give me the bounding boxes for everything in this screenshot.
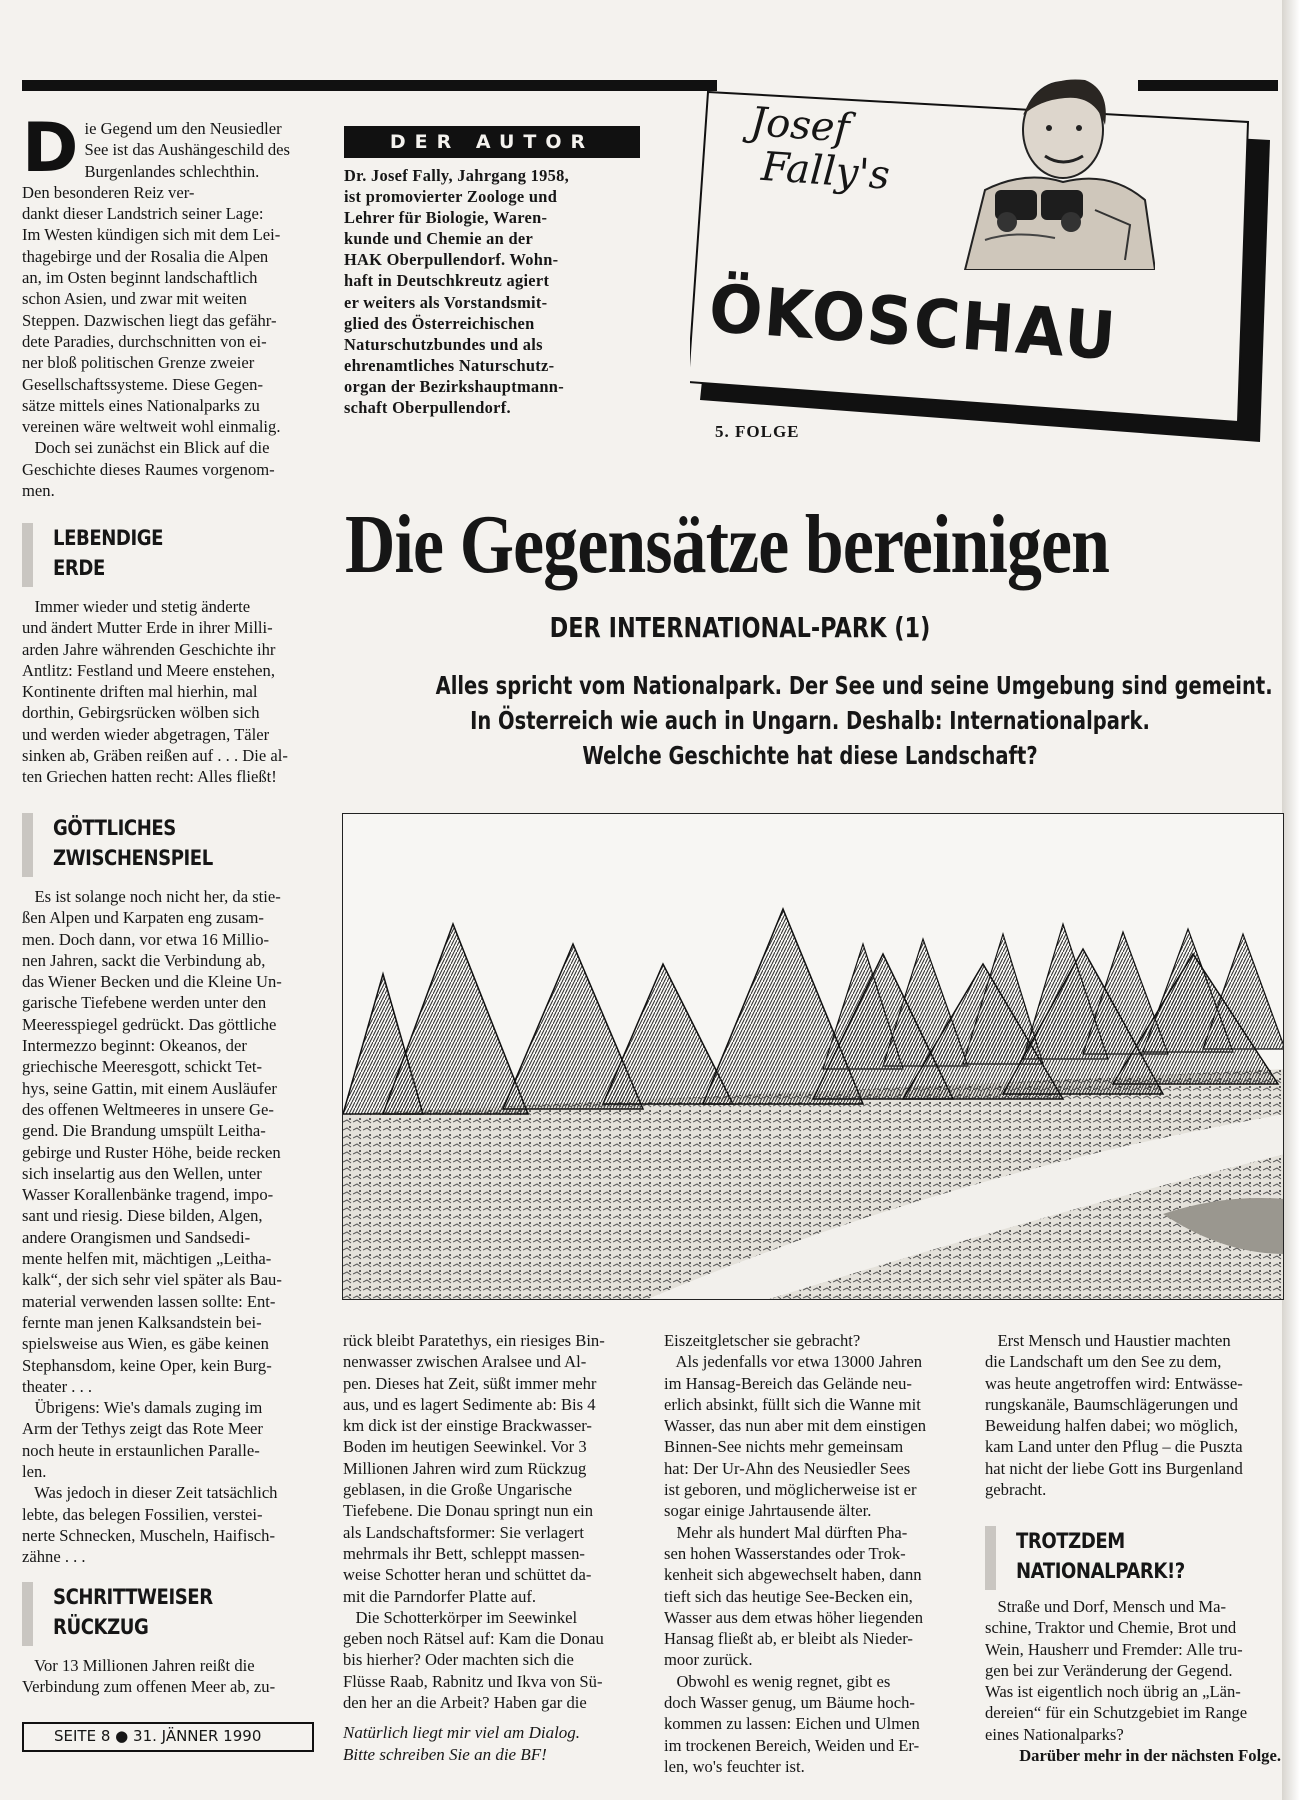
text-line: rungskanäle, Baumschlägerungen und bbox=[985, 1394, 1238, 1414]
text-line: bis hierher? Oder machten sich die bbox=[343, 1650, 574, 1670]
text-line: Antlitz: Festland und Meere enstehen, bbox=[22, 660, 275, 680]
logo-name-line1: Josef bbox=[748, 99, 851, 152]
text-line: km dick ist der einstige Brackwasser- bbox=[343, 1416, 592, 1436]
subhead-goettliches-zwischenspiel bbox=[22, 813, 239, 877]
series-number: 5. FOLGE bbox=[715, 422, 800, 441]
text-line: pen. Dieses hat Zeit, süßt immer mehr bbox=[343, 1373, 597, 1393]
deck-line: Welche Geschichte hat diese Landschaft? bbox=[582, 741, 1038, 770]
text-line: Wasser, das nun aber mit dem einstigen bbox=[664, 1416, 927, 1436]
text-line: doch Wasser genug, um Bäume hoch- bbox=[664, 1693, 915, 1713]
column-4 bbox=[985, 1330, 1281, 1500]
text-line: sinken ab, Gräben reißen auf . . . Die al- bbox=[22, 746, 288, 766]
text-line: mehrmals ihr Bett, schleppt massen- bbox=[343, 1543, 585, 1563]
text-line: ßen Alpen und Karpaten eng zusam- bbox=[22, 908, 264, 928]
text-line: weise Schotter heran und schüttet da- bbox=[343, 1565, 592, 1585]
text-line: Immer wieder und stetig änderte bbox=[22, 597, 251, 616]
text-line: nerte Schnecken, Muscheln, Haifisch- bbox=[22, 1525, 275, 1545]
deck bbox=[330, 668, 1290, 773]
text-line: gend. Die Brandung umspült Leitha- bbox=[22, 1121, 266, 1141]
text-line: hat: Der Ur-Ahn des Neusiedler Sees bbox=[664, 1458, 911, 1478]
text-line: ner bloß politischen Grenze zweier bbox=[22, 353, 255, 373]
logo-name-line2: Fally's bbox=[759, 143, 892, 199]
text-line: kam Land unter den Pflug – die Puszta bbox=[985, 1437, 1243, 1457]
text-line: Millionen Jahren wird zum Rückzug bbox=[343, 1458, 587, 1478]
subhead-line: ERDE bbox=[53, 556, 105, 580]
page-number: SEITE 8 bbox=[54, 1727, 111, 1745]
text-line: an, im Osten beginnt landschaftlich bbox=[22, 268, 258, 288]
column-4-section bbox=[985, 1596, 1281, 1766]
text-line: tieft sich das heutige See-Becken ein, bbox=[664, 1586, 913, 1606]
text-line: Obwohl es wenig regnet, gibt es bbox=[664, 1671, 891, 1691]
text-line: Intermezzo beginnt: Okeanos, der bbox=[22, 1036, 247, 1056]
text-line: See ist das Aushängeschild des bbox=[84, 140, 291, 160]
text-line: geben noch Rätsel auf: Kam die Donau bbox=[343, 1629, 604, 1649]
text-line: haft in Deutschkreutz agiert bbox=[344, 271, 550, 291]
text-line: Lehrer für Biologie, Waren- bbox=[344, 208, 548, 228]
subhead-line: SCHRITTWEISER bbox=[53, 1585, 213, 1609]
logo-brand-prefix: Ö bbox=[706, 270, 768, 351]
author-bio bbox=[344, 165, 644, 418]
text-line: material verwenden lassen sollte: Ent- bbox=[22, 1291, 276, 1311]
text-line: Hansag fließt ab, er bleibt als Nieder- bbox=[664, 1629, 913, 1649]
text-line: Vor 13 Millionen Jahren reißt die bbox=[22, 1656, 255, 1675]
subhead-lebendige-erde bbox=[22, 523, 181, 587]
text-line: garische Tiefebene werden unter den bbox=[22, 993, 267, 1013]
text-line: schaft Oberpullendorf. bbox=[344, 398, 511, 418]
subhead-line: GÖTTLICHES bbox=[53, 816, 176, 840]
text-line: gebracht. bbox=[985, 1480, 1047, 1500]
subhead-line: TROTZDEM bbox=[1016, 1529, 1125, 1553]
final-line: Darüber mehr in der nächsten Folge. bbox=[1019, 1746, 1281, 1766]
deck-line: Alles spricht vom Nationalpark. Der See und seine Umgebung sind gemeint. bbox=[435, 671, 1273, 700]
logo-name bbox=[746, 100, 894, 198]
text-line: spielsweise aus Wien, es gäbe keinen bbox=[22, 1334, 269, 1354]
text-line: das Wiener Becken und die Kleine Un- bbox=[22, 972, 282, 992]
text-line: kommen zu lassen: Eichen und Ulmen bbox=[664, 1714, 920, 1734]
text-line: des offenen Weltmeeres in unsere Ge- bbox=[22, 1099, 274, 1119]
text-line: dereien“ für ein Schutzgebiet im Range bbox=[985, 1703, 1248, 1723]
text-line: thagebirge und der Rosalia die Alpen bbox=[22, 246, 269, 266]
text-line: Die Schotterkörper im Seewinkel bbox=[343, 1607, 578, 1627]
subhead-schrittweiser-rueckzug bbox=[22, 1582, 239, 1646]
text-line: Im Westen kündigen sich mit dem Lei- bbox=[22, 225, 281, 245]
text-line: ist geboren, und möglicherweise ist er bbox=[664, 1480, 917, 1500]
text-line: eines Nationalparks? bbox=[985, 1724, 1124, 1744]
text-line: moor zurück. bbox=[664, 1650, 753, 1670]
text-line: ten Griechen hatten recht: Alles fließt! bbox=[22, 767, 277, 787]
text-line: ist promovierter Zoologe und bbox=[344, 187, 558, 207]
text-line: Meeresspiegel gedrückt. Das göttliche bbox=[22, 1014, 277, 1034]
text-line: im trockenen Bereich, Weiden und Er- bbox=[664, 1735, 920, 1755]
subhead-bar bbox=[22, 813, 33, 877]
subhead-bar bbox=[22, 1582, 33, 1646]
reed-sheaves-photo bbox=[342, 813, 1284, 1300]
bullet-icon: ● bbox=[115, 1727, 129, 1745]
text-line: theater . . . bbox=[22, 1376, 93, 1396]
text-line: len, wo's feuchter ist. bbox=[664, 1756, 805, 1776]
text-line: arden Jahre währenden Geschichte ihr bbox=[22, 639, 276, 659]
reed-sheaves-image bbox=[343, 814, 1284, 1300]
section-lebendige-erde bbox=[22, 596, 319, 788]
text-line: andere Orangismen und Sandsedi- bbox=[22, 1227, 251, 1247]
logo-brand-rest: KOSCHAU bbox=[761, 273, 1120, 376]
text-line: gebirge und Ruster Höhe, beide recken bbox=[22, 1142, 281, 1162]
text-line: Straße und Dorf, Mensch und Ma- bbox=[985, 1597, 1227, 1616]
text-line: Binnen-See nichts mehr gemeinsam bbox=[664, 1437, 904, 1457]
text-line: Tiefebene. Die Donau springt nun ein bbox=[343, 1501, 594, 1521]
text-line: dankt dieser Landstrich seiner Lage: bbox=[22, 204, 264, 224]
text-line: kenheit sich abgewechselt haben, dann bbox=[664, 1565, 922, 1585]
text-line: hat nicht der liebe Gott ins Burgenland bbox=[985, 1458, 1243, 1478]
text-line: Dr. Josef Fally, Jahrgang 1958, bbox=[344, 166, 569, 185]
text-line: den her an die Arbeit? Haben gar die bbox=[343, 1693, 587, 1713]
text-line: schine, Traktor und Chemie, Brot und bbox=[985, 1618, 1237, 1638]
text-line: Was ist eigentlich noch übrig an „Län- bbox=[985, 1682, 1241, 1702]
text-line: nenwasser zwischen Aralsee und Al- bbox=[343, 1352, 587, 1372]
text-line: mente helfen mit, mächtigen „Leitha- bbox=[22, 1249, 272, 1269]
text-line: er weiters als Vorstandsmit- bbox=[344, 292, 548, 312]
text-line: mit die Parndorfer Platte auf. bbox=[343, 1586, 537, 1606]
text-line: ehrenamtliches Naturschutz- bbox=[344, 355, 555, 375]
subhead-line: ZWISCHENSPIEL bbox=[53, 846, 213, 870]
text-line: Verbindung zum offenen Meer ab, zu- bbox=[22, 1677, 276, 1697]
column-3 bbox=[664, 1330, 961, 1777]
text-line: Wasser Korallenbänke tragend, impo- bbox=[22, 1185, 274, 1205]
section-goettliches-zwischenspiel bbox=[22, 886, 319, 1568]
subhead-bar bbox=[985, 1526, 996, 1590]
text-line: Boden im heutigen Seewinkel. Vor 3 bbox=[343, 1437, 587, 1457]
portrait-photo-image bbox=[945, 70, 1155, 270]
text-line: men. Doch dann, vor etwa 16 Millio- bbox=[22, 929, 270, 949]
text-line: aus, und es lagert Sedimente ab: Bis 4 bbox=[343, 1394, 596, 1414]
text-line: zähne . . . bbox=[22, 1547, 86, 1567]
text-line: sätze mittels eines Nationalparks zu bbox=[22, 395, 260, 415]
closing-note bbox=[343, 1722, 640, 1766]
text-line: nen Jahren, sackt die Verbindung ab, bbox=[22, 950, 266, 970]
closing-line: Natürlich liegt mir viel am Dialog. bbox=[343, 1723, 581, 1742]
issue-date: 31. JÄNNER 1990 bbox=[133, 1727, 262, 1745]
text-line: rück bleibt Paratethys, ein riesiges Bin- bbox=[343, 1331, 605, 1350]
deck-line: In Österreich wie auch in Ungarn. Deshalb: Internationalpark. bbox=[470, 706, 1150, 735]
kicker: DER INTERNATIONAL-PARK (1) bbox=[549, 611, 931, 644]
text-line: Was jedoch in dieser Zeit tatsächlich bbox=[22, 1483, 278, 1503]
text-line: griechische Meeresgott, schickt Tet- bbox=[22, 1057, 262, 1077]
text-line: Geschichte dieses Raumes vorgenom- bbox=[22, 459, 275, 479]
text-line: ie Gegend um den Neusiedler bbox=[84, 119, 282, 138]
text-line: men. bbox=[22, 481, 55, 501]
intro-paragraph bbox=[22, 109, 319, 501]
portrait-photo bbox=[945, 70, 1155, 270]
subhead-bar bbox=[22, 523, 33, 587]
text-line: Kontinente driften mal hierhin, mal bbox=[22, 682, 258, 702]
subhead-line: RÜCKZUG bbox=[53, 1615, 149, 1639]
text-line: organ der Bezirkshauptmann- bbox=[344, 376, 564, 396]
closing-line: Bitte schreiben Sie an die BF! bbox=[343, 1745, 547, 1764]
text-line: und werden wieder abgetragen, Täler bbox=[22, 724, 270, 744]
text-line: Beweidung halfen dabei; wo möglich, bbox=[985, 1416, 1238, 1436]
text-line: Arm der Tethys zeigt das Rote Meer bbox=[22, 1419, 263, 1439]
text-line: Wasser aus dem etwas höher liegenden bbox=[664, 1607, 924, 1627]
text-line: Wein, Hausherr und Fremder: Alle tru- bbox=[985, 1639, 1243, 1659]
section-schrittweiser-rueckzug bbox=[22, 1655, 319, 1698]
headline: Die Gegensätze bereinigen bbox=[345, 498, 1110, 591]
text-line: kunde und Chemie an der bbox=[344, 229, 534, 249]
text-line: Burgenlandes schlechthin. bbox=[84, 161, 260, 181]
text-line: sen hohen Wasserstandes oder Trok- bbox=[664, 1543, 906, 1563]
oekoschau-logo bbox=[690, 70, 1280, 450]
text-line: Den besonderen Reiz ver- bbox=[22, 182, 195, 202]
text-line: gen bei zur Veränderung der Gegend. bbox=[985, 1660, 1233, 1680]
text-line: dete Paradies, durchschnitten von ei- bbox=[22, 331, 267, 351]
text-line: als Landschaftsformer: Sie verlagert bbox=[343, 1522, 584, 1542]
text-line: kalk“, der sich sehr viel später als Bau- bbox=[22, 1270, 282, 1290]
text-line: sogar einige Jahrtausende älter. bbox=[664, 1501, 872, 1521]
text-line: Steppen. Dazwischen liegt das gefähr- bbox=[22, 310, 277, 330]
text-line: Doch sei zunächst ein Blick auf die bbox=[22, 438, 270, 458]
text-line: noch heute in erstaunlichen Paralle- bbox=[22, 1440, 260, 1460]
text-line: Eiszeitgletscher sie gebracht? bbox=[664, 1331, 861, 1350]
text-line: lebte, das belegen Fossilien, verstei- bbox=[22, 1504, 263, 1524]
text-line: Gesellschaftssysteme. Diese Gegen- bbox=[22, 374, 263, 394]
text-line: Übrigens: Wie's damals zuging im bbox=[22, 1398, 263, 1418]
text-line: hys, seine Gattin, mit einem Ausläufer bbox=[22, 1078, 277, 1098]
drop-cap: D bbox=[22, 109, 79, 188]
subhead-trotzdem-nationalpark bbox=[985, 1526, 1212, 1590]
text-line: im Hansag-Bereich das Gelände neu- bbox=[664, 1373, 912, 1393]
text-line: Mehr als hundert Mal dürften Pha- bbox=[664, 1522, 908, 1542]
text-line: Es ist solange noch nicht her, da stie- bbox=[22, 887, 281, 906]
subhead-line: LEBENDIGE bbox=[53, 526, 164, 550]
text-line: len. bbox=[22, 1462, 47, 1482]
text-line: Flüsse Raab, Rabnitz und Ikva von Sü- bbox=[343, 1671, 603, 1691]
page-footer bbox=[22, 1722, 314, 1752]
text-line: vereinen wäre weltweit wohl einmalig. bbox=[22, 417, 281, 437]
text-line: und ändert Mutter Erde in ihrer Milli- bbox=[22, 618, 273, 638]
text-line: die Landschaft um den See zu dem, bbox=[985, 1352, 1222, 1372]
text-line: Erst Mensch und Haustier machten bbox=[985, 1331, 1231, 1350]
text-line: geblasen, in die Große Ungarische bbox=[343, 1480, 573, 1500]
text-line: sant und riesig. Diese bilden, Algen, bbox=[22, 1206, 263, 1226]
text-line: sich inselartig aus den Wellen, unter bbox=[22, 1163, 262, 1183]
text-line: was heute angetroffen wird: Entwässe- bbox=[985, 1373, 1243, 1393]
top-rule-left bbox=[22, 80, 717, 91]
text-line: schon Asien, und zwar mit weiten bbox=[22, 289, 247, 309]
text-line: glied des Österreichischen bbox=[344, 313, 535, 333]
text-line: Naturschutzbundes und als bbox=[344, 334, 543, 354]
author-label: DER AUTOR bbox=[344, 126, 640, 158]
text-line: Stephansdom, keine Oper, kein Burg- bbox=[22, 1355, 272, 1375]
text-line: erlich absinkt, füllt sich die Wanne mit bbox=[664, 1394, 921, 1414]
text-line: dorthin, Gebirgsrücken wölben sich bbox=[22, 703, 260, 723]
text-line: HAK Oberpullendorf. Wohn- bbox=[344, 250, 559, 270]
subhead-line: NATIONALPARK!? bbox=[1016, 1559, 1185, 1583]
column-2 bbox=[343, 1330, 640, 1713]
text-line: Als jedenfalls vor etwa 13000 Jahren bbox=[664, 1352, 923, 1372]
page-edge bbox=[1282, 0, 1300, 1800]
text-line: fernte man jenen Kalksandstein bei- bbox=[22, 1312, 262, 1332]
